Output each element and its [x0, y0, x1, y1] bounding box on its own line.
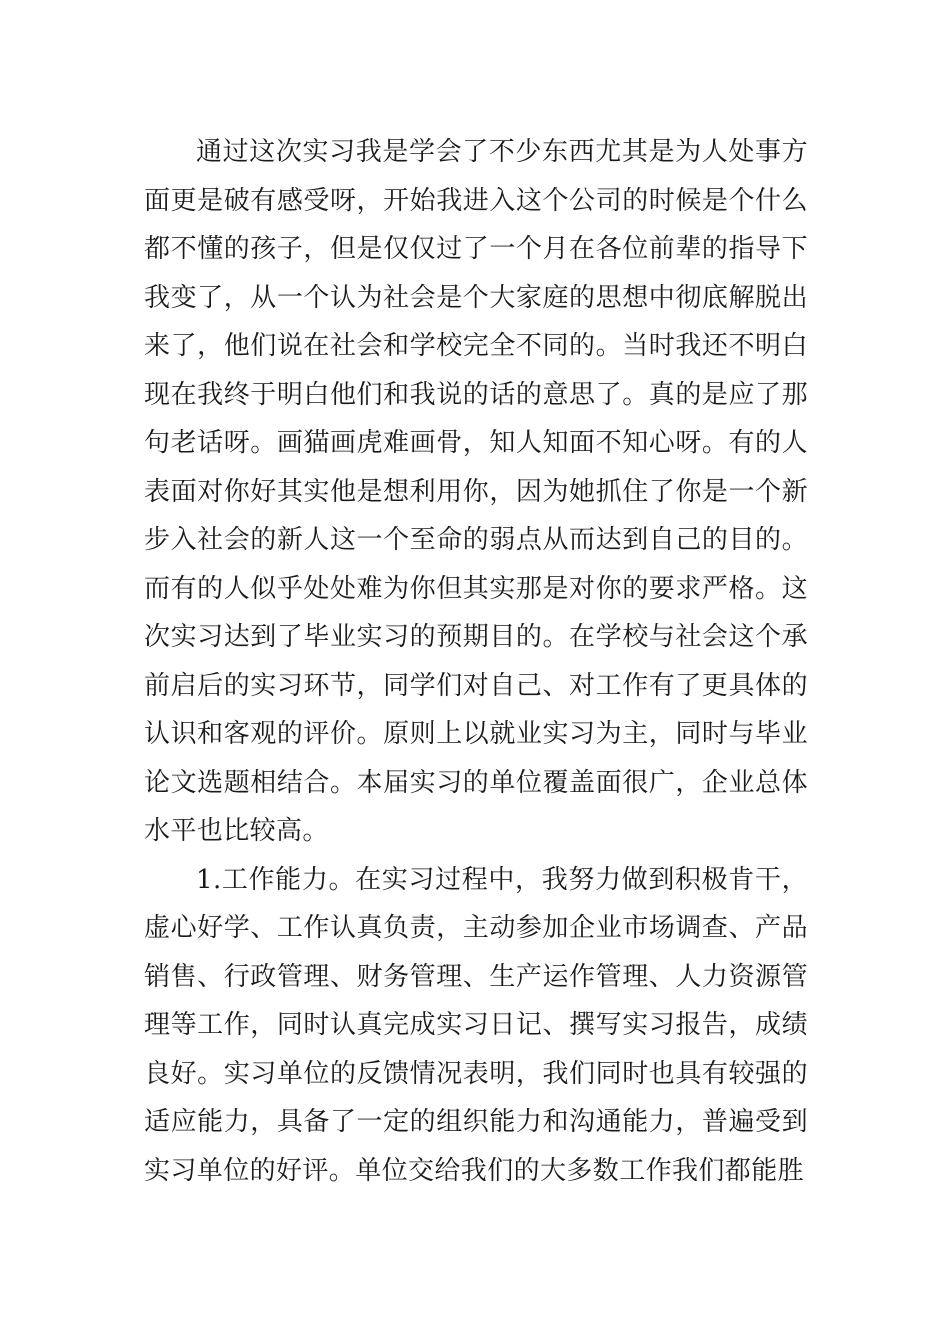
document-body	[144, 128, 808, 1195]
paragraph-internship-reflection: 通过这次实习我是学会了不少东西尤其是为人处事方面更是破有感受呀，开始我进入这个公司的时候是个什么都不懂的孩子，但是仅仅过了一个月在各位前辈的指导下我变了，从一个认为社会是个大家庭的思想中彻底解脱出来了，他们说在社会和学校完全不同的。当时我还不明白现在我终于明白他们和我说的话的意思了。真的是应了那句老话呀。画猫画虎难画骨，知人知面不知心呀。有的人表面对你好其实他是想利用你，因为她抓住了你是一个新步入社会的新人这一个至命的弱点从而达到自己的目的。而有的人似乎处处难为你但其实那是对你的要求严格。这次实习达到了毕业实习的预期目的。在学校与社会这个承前启后的实习环节，同学们对自己、对工作有了更具体的认识和客观的评价。原则上以就业实习为主，同时与毕业论文选题相结合。本届实习的单位覆盖面很广，企业总体水平也比较高。	[144, 137, 808, 846]
paragraph-work-ability: 1.工作能力。在实习过程中，我努力做到积极肯干，虚心好学、工作认真负责，主动参加企业市场调查、产品销售、行政管理、财务管理、生产运作管理、人力资源管理等工作，同时认真完成实习日记、撰写实习报告，成绩良好。实习单位的反馈情况表明，我们同时也具有较强的适应能力，具备了一定的组织能力和沟通能力，普遍受到实习单位的好评。单位交给我们的大多数工作我们都能胜	[144, 864, 808, 1186]
